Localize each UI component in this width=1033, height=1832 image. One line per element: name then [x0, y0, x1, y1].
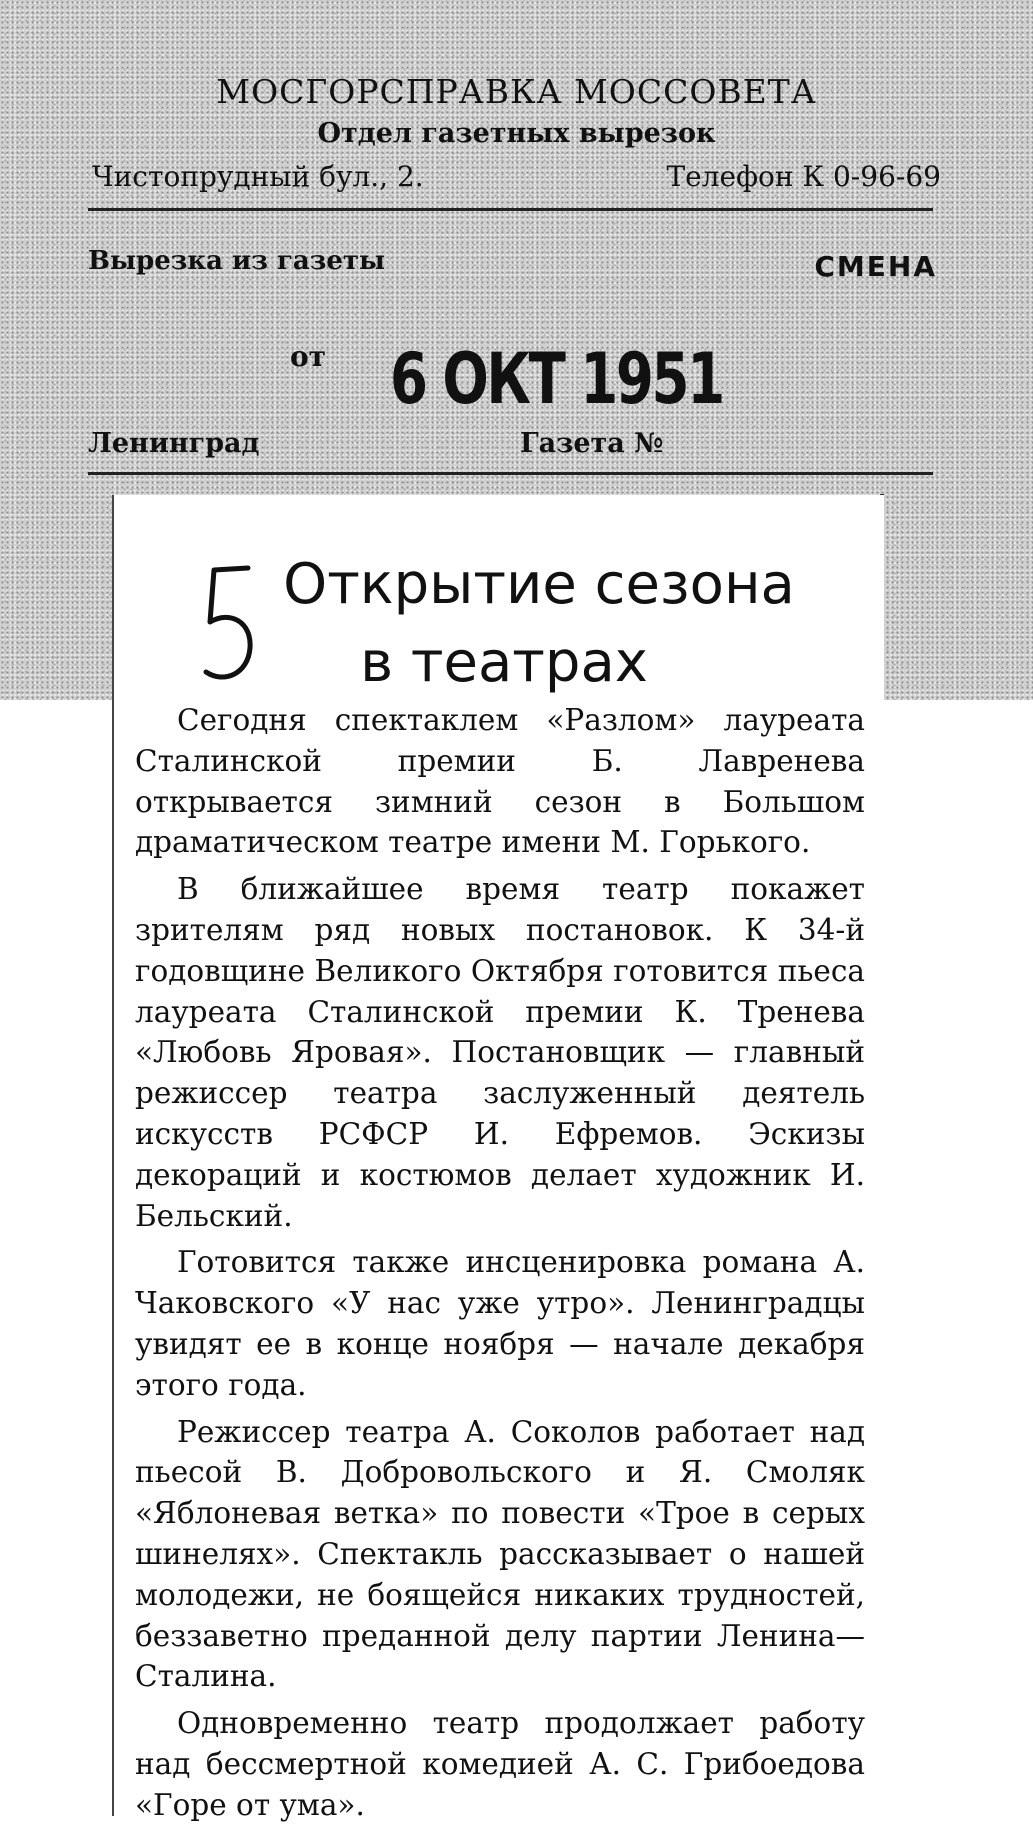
article-paragraph: Одновременно театр продолжает работу над бессмертной комедией А. С. Грибоедова «Горе от ума».: [135, 1706, 865, 1822]
article-paragraph: Готовится также инсценировка романа А. Чаковского «У нас уже утро». Ленинградцы увидят ее в конце ноября — начале декабря этого года.: [135, 1245, 865, 1402]
issue-number-label: Газета №: [520, 428, 664, 459]
article-paragraph: Режиссер театра А. Соколов работает над пьесой В. Добровольского и Я. Смоляк «Яблоневая ветка» по повести «Трое в серых шинелях». Спектакль рассказывает о нашей молодежи, не боящейся никаких трудностей, беззаветно преданной делу партии Ленина—Сталина.: [135, 1414, 865, 1694]
article-body: [135, 700, 865, 1832]
handwritten-number-mark: [200, 560, 260, 690]
headline-line-1: Открытие сезона: [283, 552, 795, 617]
article-paragraph: Сегодня спектаклем «Разлом» лауреата Сталинской премии Б. Лавренева открывается зимний сезон в Большом драматическом театре имени М. Горького.: [135, 703, 865, 860]
date-from-label: от: [290, 340, 327, 373]
newspaper-name: СМЕНА: [814, 250, 937, 283]
department-name: Отдел газетных вырезок: [317, 118, 716, 149]
clipping-from-label: Вырезка из газеты: [88, 246, 386, 276]
date-stamp: 6 ОКТ 1951: [390, 338, 723, 420]
organization-name: МОСГОРСПРАВКА МОССОВЕТА: [216, 72, 817, 111]
headline-line-2: в театрах: [360, 630, 648, 695]
divider-line: [88, 472, 933, 475]
article-paragraph: В ближайшее время театр покажет зрителям ряд новых постановок. К 34-й годовщине Великого Октября готовится пьеса лауреата Сталинской премии К. Тренева «Любовь Яровая». Постановщик — главный режиссер театра заслуженный деятель искусств РСФСР И. Ефремов. Эскизы декораций и костюмов делает художник И. Бельский.: [135, 872, 865, 1233]
city-name: Ленинград: [88, 428, 260, 459]
divider-line: [88, 208, 933, 211]
address: Чистопрудный бул., 2.: [92, 160, 424, 193]
phone-number: Телефон К 0-96-69: [666, 160, 941, 193]
